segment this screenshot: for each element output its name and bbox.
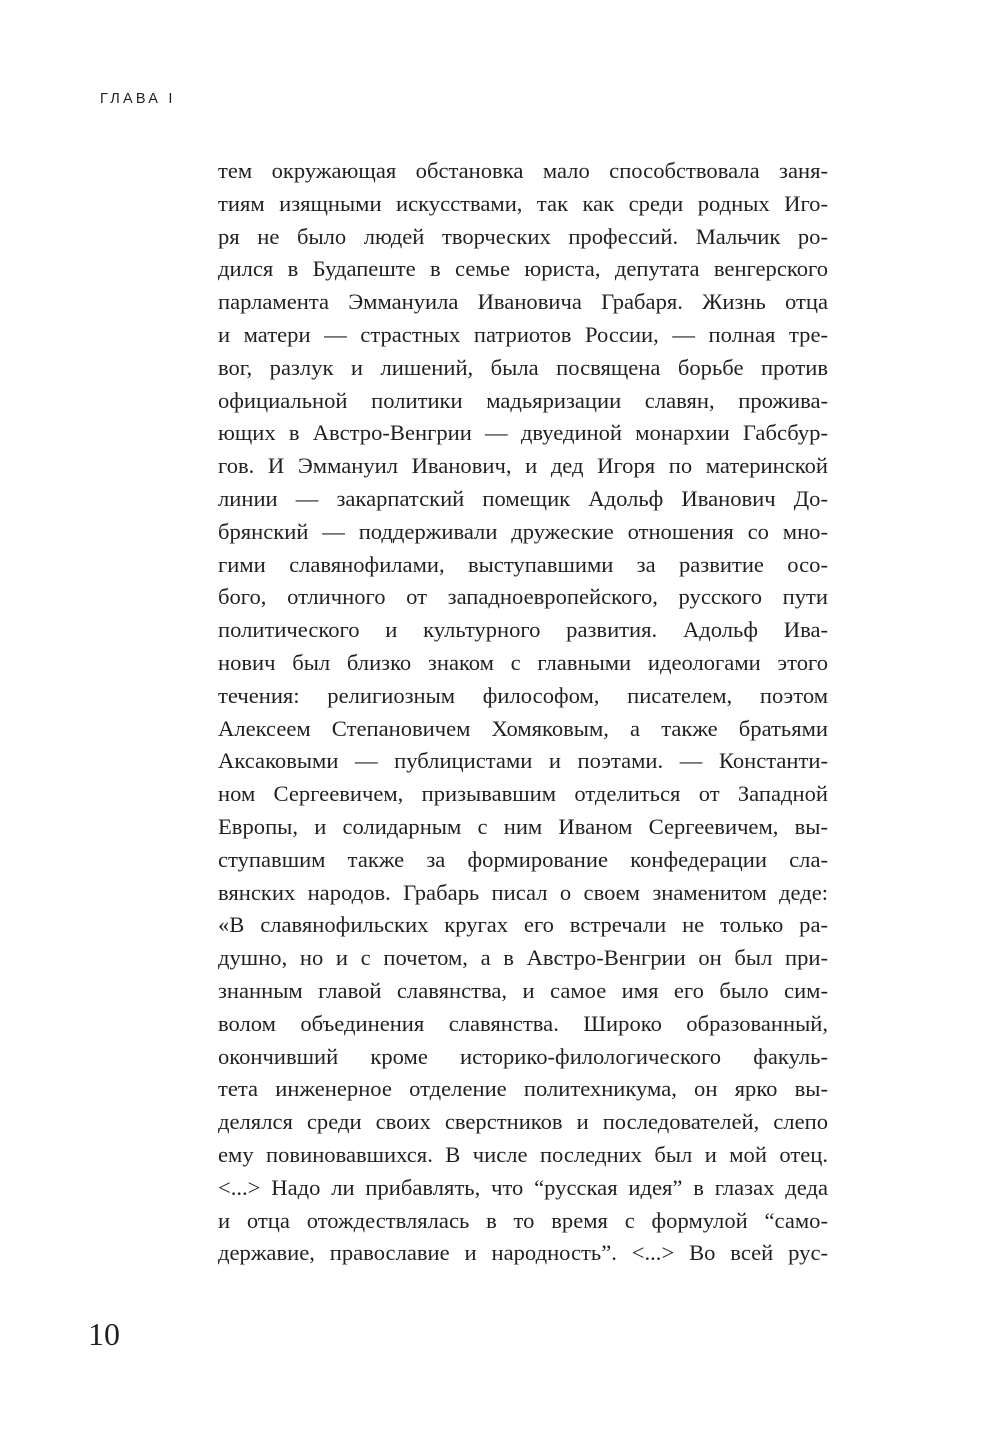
body-text [218, 155, 828, 1270]
text-line: вог, разлук и лишений, была посвящена борьбе против [218, 354, 828, 380]
text-line: политического и культурного развития. Адольф Ива- [218, 617, 828, 643]
text-line: державие, православие и народность”. <...> Во всей рус- [218, 1240, 828, 1266]
text-line: парламента Эммануила Ивановича Грабаря. Жизнь отца [218, 289, 828, 315]
page-number: 10 [88, 1316, 120, 1352]
text-line: душно, но и с почетом, а в Австро-Венгрии он был при- [218, 945, 828, 971]
text-line: гов. И Эммануил Иванович, и дед Игоря по материнской [218, 453, 828, 479]
text-line: ступавшим также за формирование конфедерации сла- [218, 846, 828, 872]
text-line: бого, отличного от западноевропейского, русского пути [218, 584, 828, 610]
text-line: делялся среди своих сверстников и последователей, слепо [218, 1109, 828, 1135]
text-line: волом объединения славянства. Широко образованный, [218, 1010, 828, 1036]
running-head: ГЛАВА I [100, 91, 176, 107]
text-line: тета инженерное отделение политехникума, он ярко вы- [218, 1076, 828, 1102]
text-line: официальной политики мадьяризации славян, прожива- [218, 387, 828, 413]
text-line: ном Сергеевичем, призывавшим отделиться от Западной [218, 781, 828, 807]
text-line: дился в Будапеште в семье юриста, депутата венгерского [218, 256, 828, 282]
text-line: линии — закарпатский помещик Адольф Иванович До- [218, 485, 828, 511]
text-line: брянский — поддерживали дружеские отношения со мно- [218, 518, 828, 544]
text-line: Европы, и солидарным с ним Иваном Сергеевичем, вы- [218, 813, 828, 839]
text-line: тиям изящными искусствами, так как среди родных Иго- [218, 190, 828, 216]
text-line: течения: религиозным философом, писателем, поэтом [218, 682, 828, 708]
text-line: и отца отождествлялась в то время с формулой “само- [218, 1207, 828, 1233]
text-line: Аксаковыми — публицистами и поэтами. — Константи- [218, 748, 828, 774]
text-line: тем окружающая обстановка мало способствовала заня- [218, 158, 828, 183]
text-line: и матери — страстных патриотов России, — полная тре- [218, 321, 828, 347]
text-line: ющих в Австро-Венгрии — двуединой монархии Габсбур- [218, 420, 828, 446]
text-line: «В славянофильских кругах его встречали не только ра- [218, 912, 828, 938]
text-line: ему повиновавшихся. В числе последних был и мой отец. [218, 1141, 828, 1167]
text-line: окончивший кроме историко-филологического факуль- [218, 1043, 828, 1069]
text-line: Алексеем Степановичем Хомяковым, а также братьями [218, 715, 828, 741]
text-line: нович был близко знаком с главными идеологами этого [218, 649, 828, 675]
text-line: гими славянофилами, выступавшими за развитие осо- [218, 551, 828, 577]
text-line: вянских народов. Грабарь писал о своем знаменитом деде: [218, 879, 828, 905]
text-line: ря не было людей творческих профессий. Мальчик ро- [218, 223, 828, 249]
text-line: <...> Надо ли прибавлять, что “русская идея” в глазах деда [218, 1174, 828, 1200]
text-line: знанным главой славянства, и самое имя его было сим- [218, 977, 828, 1003]
